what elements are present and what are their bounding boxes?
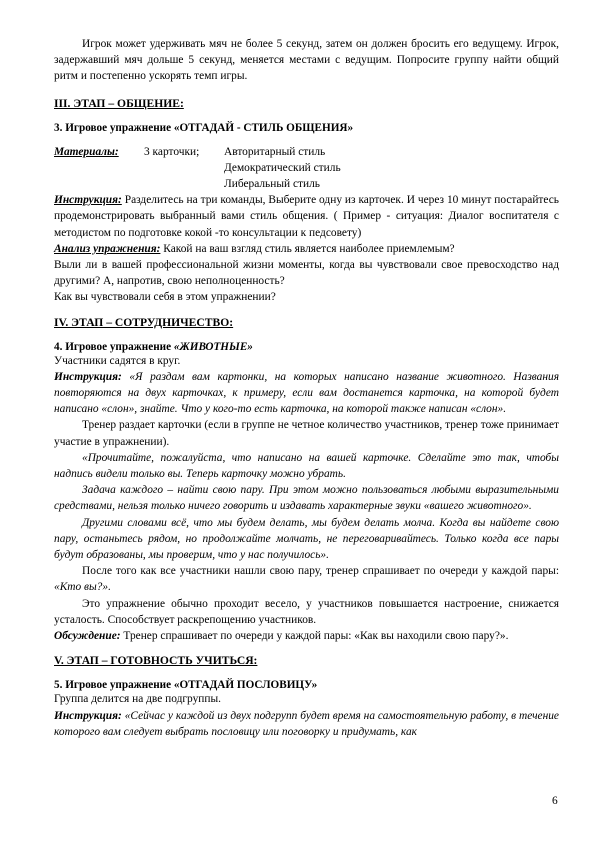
stage3-analysis xyxy=(54,241,559,257)
stage5-instruction xyxy=(54,708,559,740)
stage3-question-2: Как вы чувствовали себя в этом упражнении? xyxy=(54,291,276,304)
discussion-label: Обсуждение: xyxy=(54,630,121,643)
document-page xyxy=(54,36,559,740)
stage4-title-prefix: 4. Игровое упражнение xyxy=(54,340,174,353)
instruction-text: «Я раздам вам картонки, на которых написано название животного. Названия повторяются на двух карточках, к примеру, если вам достанется карточка, на которой будет написано «слон», знайте. Что у кого-то есть карточка, на которой также написан «слон». xyxy=(54,370,559,416)
instruction-label: Инструкция: xyxy=(54,370,122,383)
instruction-text: Разделитесь на три команды, Выберите одну из карточек. И через 10 минут постарайтесь продемонстрировать выбранный вами стиль общения. ( Пример - ситуация: Диалог воспитателя с методистом по подготовке кокой -то консультации к педсовету) xyxy=(54,194,559,239)
stage3-question-1: Выли ли в вашей профессиональной жизни моменты, когда вы чувствовали свое превосходство над другими? А, напротив, свою неполноценность? xyxy=(54,259,559,288)
after-pairs-quote: «Кто вы?». xyxy=(54,581,111,594)
stage4-heading: IV. ЭТАП – СОТРУДНИЧЕСТВО: xyxy=(54,315,234,329)
style-liberal: Либеральный стиль xyxy=(224,178,320,191)
groups-text: Группа делится на две подгруппы. xyxy=(54,693,221,706)
materials-label: Материалы: xyxy=(54,145,119,158)
stage5-exercise-title: 5. Игровое упражнение «ОТГАДАЙ ПОСЛОВИЦУ» xyxy=(54,679,318,692)
task-text: Задача каждого – найти свою пару. При этом можно пользоваться любыми выразительными средствами, нельзя только ничего говорить и издавать характерные звуки «вашего животного». xyxy=(54,484,559,513)
discussion-text: Тренер спрашивает по очереди у каждой пары: «Как вы находили свою пару?». xyxy=(120,630,509,643)
materials-count: 3 карточки; xyxy=(144,145,200,158)
stage3-heading: III. ЭТАП – ОБЩЕНИЕ: xyxy=(54,96,184,110)
stage4-title-name: «ЖИВОТНЫЕ» xyxy=(173,340,253,353)
materials-row-3 xyxy=(54,176,559,192)
seating-text: Участники садятся в круг. xyxy=(54,354,181,367)
after-pairs-prefix: После того как все участники нашли свою пару, тренер спрашивает по очереди у каждой пары: xyxy=(82,565,559,578)
stage4-instruction xyxy=(54,369,559,418)
after-pairs-text xyxy=(54,563,559,595)
materials-row-2 xyxy=(54,160,559,176)
fun-text: Это упражнение обычно проходит весело, у участников повышается настроение, снижается усталость. Способствует раскрепощению участников. xyxy=(54,597,559,626)
page-number: 6 xyxy=(552,795,558,807)
stage3-instruction xyxy=(54,192,559,241)
ball-game-paragraph: Игрок может удерживать мяч не более 5 секунд, затем он должен бросить его ведущему. Игрок, задержавший мяч дольше 5 секунд, меняется местами с ведущим. Попросите группу найти общий ритм и постепенно ускорять темп игры. xyxy=(54,38,559,83)
analysis-text: Какой на ваш взгляд стиль является наиболее приемлемым? xyxy=(160,242,455,255)
read-card-text: «Прочитайте, пожалуйста, что написано на вашей карточке. Сделайте это так, чтобы надпись видели только вы. Теперь карточку можно убрать. xyxy=(54,451,559,481)
analysis-label: Анализ упражнения: xyxy=(54,242,161,255)
other-words-text: Другими словами всё, что мы будем делать, мы будем делать молча. Когда вы найдете свою пару, останьтесь рядом, но продолжайте молчать, не переговаривайтесь. Только когда все пары будут образованы, мы проверим, что у нас получилось». xyxy=(54,516,559,562)
style-authoritarian: Авторитарный стиль xyxy=(224,145,326,158)
materials-row xyxy=(54,144,559,160)
instruction-label: Инструкция: xyxy=(54,194,122,207)
instruction-text: «Сейчас у каждой из двух подгрупп будет время на самостоятельную работу, в течение которого вам следует выбрать пословицу или поговорку и придумать, как xyxy=(54,709,559,738)
trainer-hands-text: Тренер раздает карточки (если в группе не четное количество участников, тренер тоже принимает участие в упражнении). xyxy=(54,419,559,448)
stage4-exercise-title xyxy=(54,341,559,353)
stage5-heading: V. ЭТАП – ГОТОВНОСТЬ УЧИТЬСЯ: xyxy=(54,654,258,668)
instruction-label: Инструкция: xyxy=(54,709,122,722)
stage3-exercise-title: 3. Игровое упражнение «ОТГАДАЙ - СТИЛЬ ОБЩЕНИЯ» xyxy=(54,121,354,134)
stage4-discussion xyxy=(54,628,559,644)
style-democratic: Демократический стиль xyxy=(224,161,341,174)
